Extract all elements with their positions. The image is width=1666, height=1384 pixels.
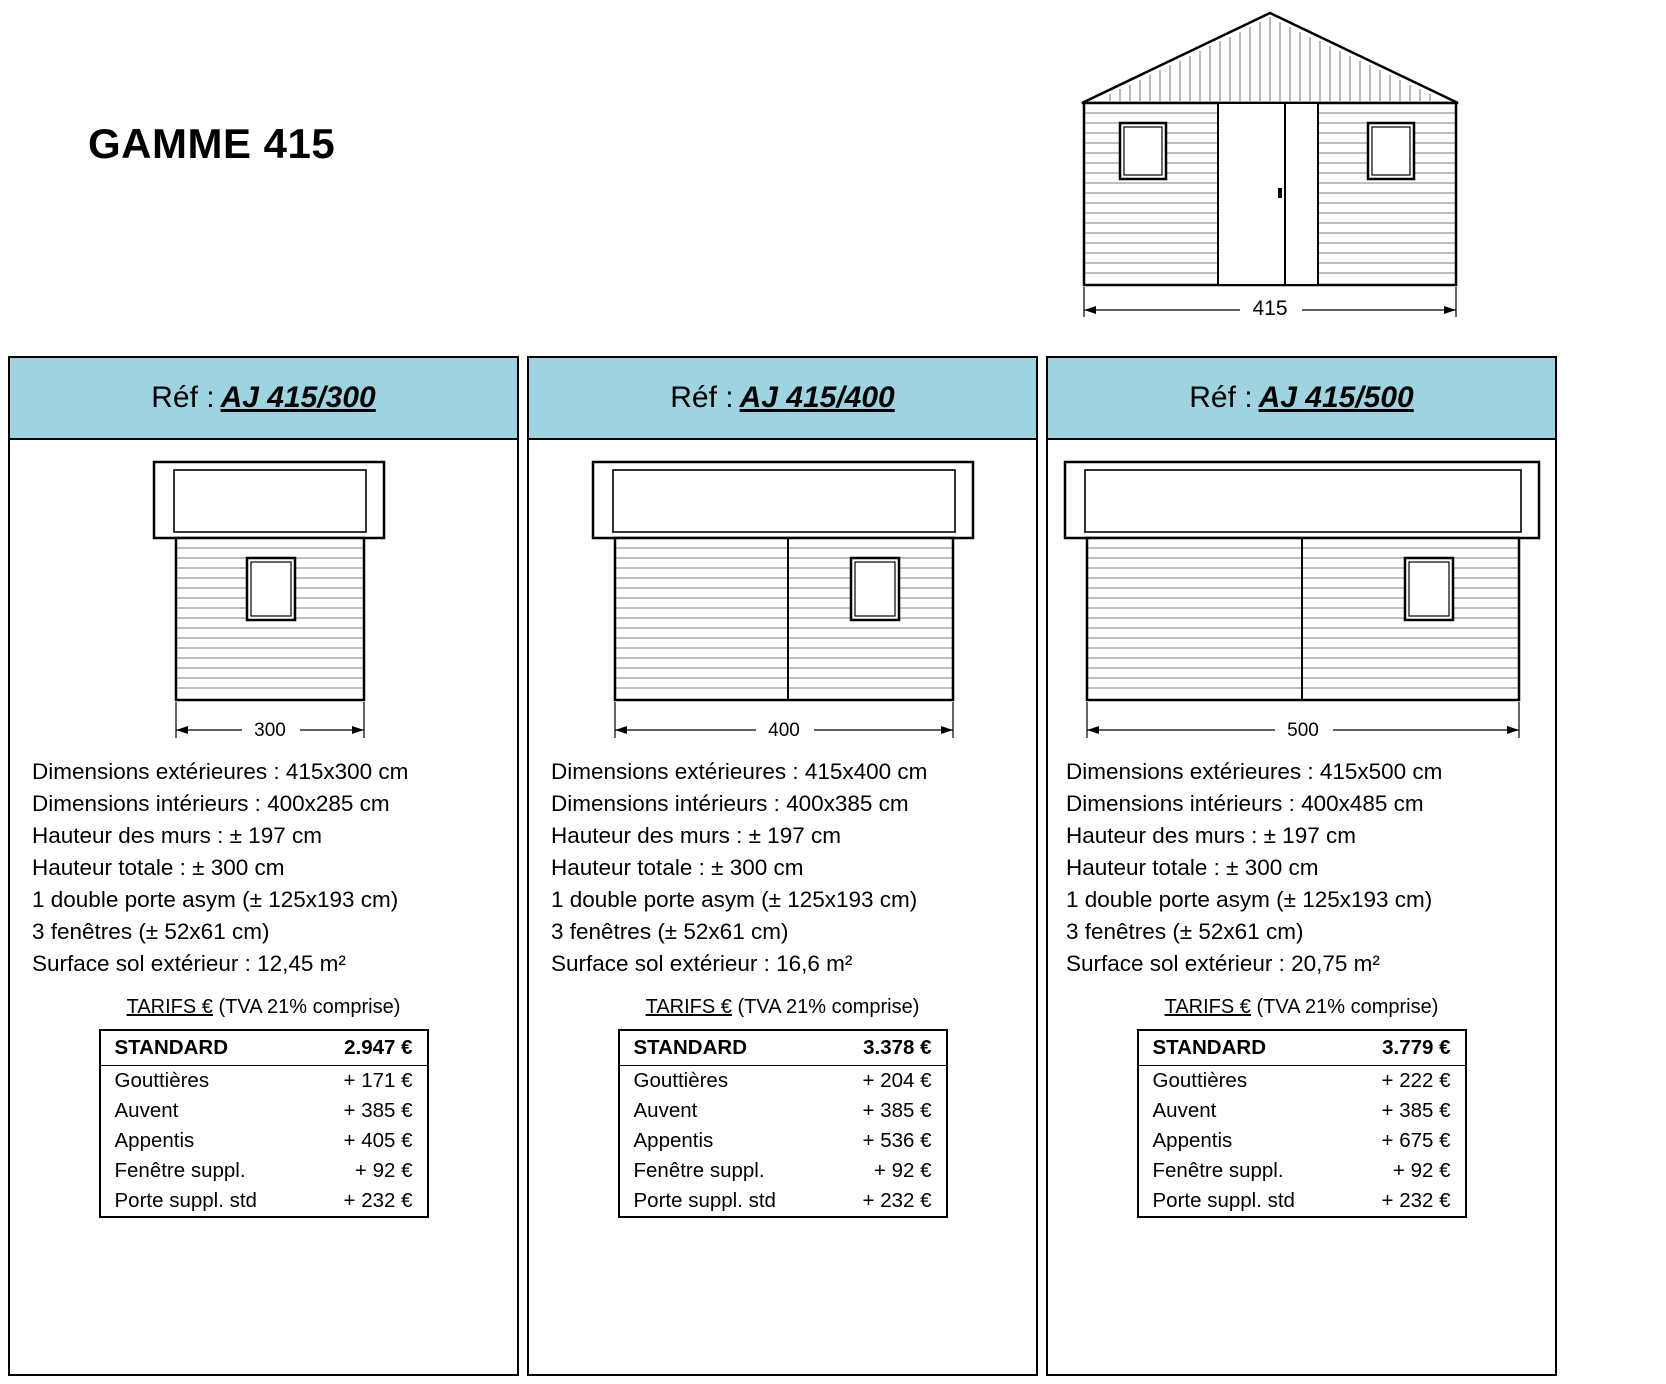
spec-item: Hauteur totale : ± 300 cm xyxy=(551,854,804,880)
table-row xyxy=(1138,1096,1466,1126)
tarifs-heading-rest: (TVA 21% comprise) xyxy=(212,995,401,1018)
price-value: + 204 € xyxy=(862,1068,932,1092)
card-header xyxy=(10,358,517,440)
spec-item: Hauteur totale : ± 300 cm xyxy=(1066,854,1319,880)
price-label: Auvent xyxy=(114,1098,179,1122)
price-table xyxy=(99,1029,429,1218)
spec-item: Dimensions intérieurs : 400x385 cm xyxy=(551,790,909,816)
product-columns xyxy=(8,356,1658,1376)
spec-item: Hauteur des murs : ± 197 cm xyxy=(1066,822,1356,848)
price-value: + 92 € xyxy=(354,1158,413,1182)
price-label: Fenêtre suppl. xyxy=(633,1158,765,1182)
price-label: Porte suppl. std xyxy=(1152,1188,1295,1212)
product-card-aj-415-300 xyxy=(8,356,519,1376)
tarifs-heading-underlined: TARIFS € xyxy=(645,995,732,1018)
price-label: Fenêtre suppl. xyxy=(114,1158,246,1182)
ref-code: AJ 415/500 xyxy=(1258,381,1414,414)
table-row xyxy=(619,1030,947,1066)
tarifs-heading-rest: (TVA 21% comprise) xyxy=(1250,995,1439,1018)
price-value: 3.779 € xyxy=(1348,1030,1466,1066)
tarifs-heading xyxy=(1048,996,1555,1019)
table-row xyxy=(1138,1156,1466,1186)
table-row xyxy=(1138,1186,1466,1217)
price-value: + 92 € xyxy=(1392,1158,1451,1182)
price-label: STANDARD xyxy=(619,1030,829,1066)
tarifs-heading-rest: (TVA 21% comprise) xyxy=(731,995,920,1018)
spec-list xyxy=(551,756,1036,980)
price-value: + 385 € xyxy=(343,1098,413,1122)
tarifs-heading-underlined: TARIFS € xyxy=(1164,995,1251,1018)
price-table xyxy=(618,1029,948,1218)
product-card-aj-415-500 xyxy=(1046,356,1557,1376)
spec-item: Surface sol extérieur : 16,6 m² xyxy=(551,950,853,976)
price-label: Appentis xyxy=(114,1128,195,1152)
price-value: + 536 € xyxy=(862,1128,932,1152)
price-value: + 385 € xyxy=(862,1098,932,1122)
tarifs-heading xyxy=(10,996,517,1019)
table-row xyxy=(1138,1030,1466,1066)
table-row xyxy=(100,1126,428,1156)
price-label: Auvent xyxy=(1152,1098,1217,1122)
price-label: Gouttières xyxy=(633,1068,729,1092)
price-label: Porte suppl. std xyxy=(633,1188,776,1212)
side-elevation-drawing-300 xyxy=(54,452,474,752)
spec-item: 1 double porte asym (± 125x193 cm) xyxy=(1066,886,1433,912)
table-row xyxy=(100,1186,428,1217)
spec-item: Surface sol extérieur : 12,45 m² xyxy=(32,950,346,976)
tarifs-heading-underlined: TARIFS € xyxy=(126,995,213,1018)
price-value: + 675 € xyxy=(1381,1128,1451,1152)
price-label: Auvent xyxy=(633,1098,698,1122)
tarifs-heading xyxy=(529,996,1036,1019)
width-label: 300 xyxy=(253,720,286,741)
price-label: Gouttières xyxy=(1152,1068,1248,1092)
price-value: + 232 € xyxy=(343,1188,413,1212)
card-header xyxy=(529,358,1036,440)
table-row xyxy=(619,1096,947,1126)
spec-item: Dimensions intérieurs : 400x285 cm xyxy=(32,790,390,816)
spec-item: Dimensions extérieures : 415x300 cm xyxy=(32,759,409,784)
spec-item: Dimensions extérieures : 415x500 cm xyxy=(1066,759,1443,784)
spec-item: Dimensions extérieures : 415x400 cm xyxy=(551,759,928,784)
ref-code: AJ 415/400 xyxy=(739,381,895,414)
spec-item: 3 fenêtres (± 52x61 cm) xyxy=(1066,918,1304,944)
price-value: + 171 € xyxy=(343,1068,413,1092)
ref-label: Réf : xyxy=(1189,381,1253,414)
table-row xyxy=(100,1096,428,1126)
spec-item: 1 double porte asym (± 125x193 cm) xyxy=(32,886,399,912)
spec-list xyxy=(32,756,517,980)
price-value: + 222 € xyxy=(1381,1068,1451,1092)
document-header xyxy=(0,0,1666,352)
table-row xyxy=(100,1156,428,1186)
spec-list xyxy=(1066,756,1555,980)
price-value: 2.947 € xyxy=(310,1030,428,1066)
hero-dimension-label: 415 xyxy=(1252,297,1288,320)
price-label: Fenêtre suppl. xyxy=(1152,1158,1284,1182)
ref-label: Réf : xyxy=(151,381,215,414)
product-card-aj-415-400 xyxy=(527,356,1038,1376)
table-row xyxy=(619,1156,947,1186)
spec-item: Dimensions intérieurs : 400x485 cm xyxy=(1066,790,1424,816)
price-label: Appentis xyxy=(1152,1128,1233,1152)
width-label: 500 xyxy=(1286,720,1319,741)
table-row xyxy=(100,1030,428,1066)
price-value: + 92 € xyxy=(873,1158,932,1182)
side-elevation-drawing-400 xyxy=(558,452,1008,752)
price-value: + 232 € xyxy=(1381,1188,1451,1212)
table-row xyxy=(1138,1065,1466,1096)
spec-item: Hauteur des murs : ± 197 cm xyxy=(551,822,841,848)
table-row xyxy=(619,1126,947,1156)
table-row xyxy=(619,1186,947,1217)
front-elevation-drawing xyxy=(1070,5,1470,325)
price-value: + 385 € xyxy=(1381,1098,1451,1122)
card-header xyxy=(1048,358,1555,440)
page-title: GAMME 415 xyxy=(88,120,336,167)
spec-item: Surface sol extérieur : 20,75 m² xyxy=(1066,950,1380,976)
price-label: Porte suppl. std xyxy=(114,1188,257,1212)
side-elevation-drawing-500 xyxy=(1057,452,1547,752)
price-label: Gouttières xyxy=(114,1068,210,1092)
price-label: STANDARD xyxy=(1138,1030,1348,1066)
width-label: 400 xyxy=(767,720,800,741)
table-row xyxy=(619,1065,947,1096)
spec-item: Hauteur totale : ± 300 cm xyxy=(32,854,285,880)
price-value: 3.378 € xyxy=(829,1030,947,1066)
ref-code: AJ 415/300 xyxy=(220,381,376,414)
spec-item: 1 double porte asym (± 125x193 cm) xyxy=(551,886,918,912)
price-value: + 232 € xyxy=(862,1188,932,1212)
table-row xyxy=(1138,1126,1466,1156)
ref-label: Réf : xyxy=(670,381,734,414)
price-table xyxy=(1137,1029,1467,1218)
table-row xyxy=(100,1065,428,1096)
spec-item: Hauteur des murs : ± 197 cm xyxy=(32,822,322,848)
spec-item: 3 fenêtres (± 52x61 cm) xyxy=(32,918,270,944)
price-label: STANDARD xyxy=(100,1030,310,1066)
price-value: + 405 € xyxy=(343,1128,413,1152)
spec-item: 3 fenêtres (± 52x61 cm) xyxy=(551,918,789,944)
price-label: Appentis xyxy=(633,1128,714,1152)
